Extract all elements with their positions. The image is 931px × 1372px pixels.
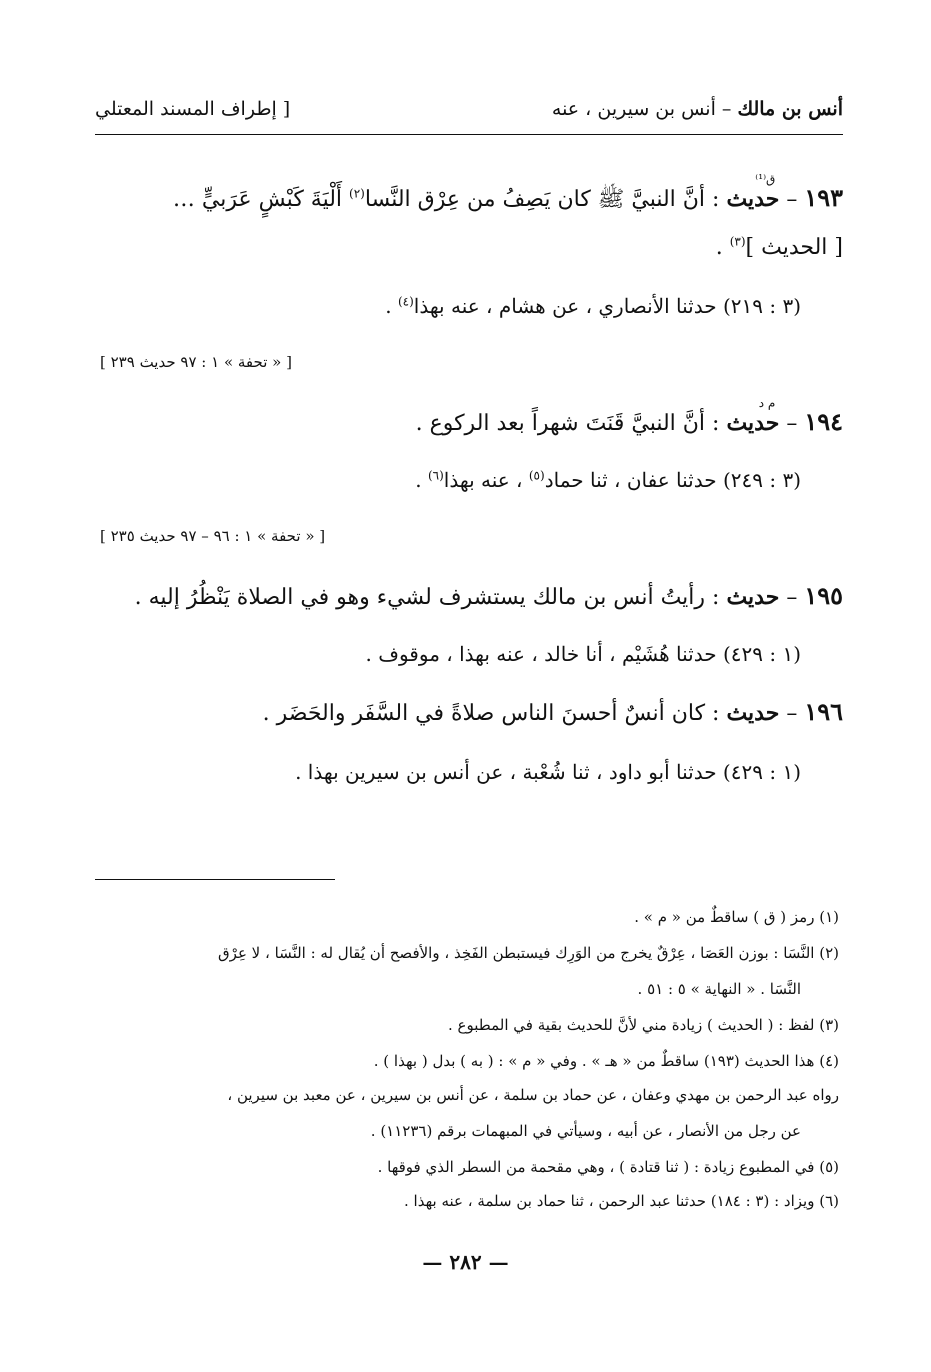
hadith-196-isnad: (١ : ٤٢٩) حدثنا أبو داود ، ثنا شُعْبة ، عن أنس بن سيرين بهذا . [295,760,801,784]
hadith-text-cont: أَلْيَةَ كَبْشٍ عَرَبيٍّ … [172,187,350,212]
footnote-ref: (٣) [729,234,746,249]
isnad-text: (٣ : ٢٤٩) حدثنا عفان ، ثنا حماد [544,468,801,492]
hadith-text: : رأيتُ أنس بن مالك يستشرف لشيء وهو في الصلاة يَنْظُرُ إليه . [134,585,727,610]
footnote-4-cont2: عن رجل من الأنصار ، عن أبيه ، وسيأتي في المبهمات برقم (١١٢٣٦) . [370,1122,801,1140]
footnote-ref: (٦) [427,468,444,483]
tuhfa-reference: [ « تحفة » ١ : ٩٦ – ٩٧ حديث ٢٣٥ ] [100,527,326,545]
footnote-ref: (٤) [397,294,414,309]
footnote-4-cont: رواه عبد الرحمن بن مهدي وعفان ، عن حماد بن سلمة ، عن أنس بن سيرين ، عن معبد بن سيرين ، [227,1086,839,1104]
hadith-text: : أنَّ النبيَّ قَنَتَ شهراً بعد الركوع . [415,411,727,436]
header-book-title: [ إطراف المسند المعتلي [95,98,291,120]
hadith-195-line1: ١٩٥ – حديث : رأيتُ أنس بن مالك يستشرف لشيء وهو في الصلاة يَنْظُرُ إليه . [134,581,843,610]
hadith-194-isnad: (٣ : ٢٤٩) حدثنا عفان ، ثنا حماد$^{(٥)}$ ، عنه بهذا$^{(٦)}$ . [415,468,801,492]
footnote-2: (٢) النَّسَا : بوزن العَصَا ، عِرْقٌ يخرج من الوَرِك فيستبطن الفَخِذ ، والأفصح أن يُقال له : النَّسَا ، لا عِرْق [218,944,839,962]
isnad-text: (٣ : ٢١٩) حدثنا الأنصاري ، عن هشام ، عنه بهذا [413,294,801,318]
footnote-separator [95,879,335,880]
footnote-6: (٦) ويزاد : (٣ : ١٨٤) حدثنا عبد الرحمن ، ثنا حماد بن سلمة ، عنه بهذا . [404,1192,839,1210]
hadith-number: ١٩٦ [804,697,843,726]
hadith-195-isnad: (١ : ٤٢٩) حدثنا هُشَيْم ، أنا خالد ، عنه بهذا ، موقوف . [365,642,801,666]
hadith-number: ١٩٥ [804,581,843,610]
hadith-196-line1: ١٩٦ – حديث : كان أنسٌ أحسنَ الناس صلاةً في السَّفَر والحَضَر . [262,697,843,726]
running-header [95,98,843,135]
hadith-193-isnad: (٣ : ٢١٩) حدثنا الأنصاري ، عن هشام ، عنه بهذا$^{(٤)}$ . [385,294,801,318]
hadith-193-line1: ١٩٣ – ق⁽¹⁾ حديث : أنَّ النبيَّ ﷺ كان يَصِفُ من عِرْق النَّسا$^{(٢)}$ أَلْيَةَ كَبْشٍ عَرَبيٍّ … [95,180,843,218]
hadith-194-line1: ١٩٤ – م د حديث : أنَّ النبيَّ قَنَتَ شهراً بعد الركوع . [95,404,843,442]
footnote-3: (٣) لفظ : ( الحديث ) زيادة مني لأنَّ للحديث بقية في المطبوع . [448,1016,839,1034]
page-number: — ٢٨٢ — [422,1250,509,1274]
header-chapter [552,98,843,120]
source-mark: ق⁽¹⁾ [755,172,776,186]
footnote-2-cont: النَّسَا . « النهاية » ٥ : ٥١ . [637,980,801,998]
hadith-number: ١٩٣ [804,183,843,212]
footnote-4: (٤) هذا الحديث (١٩٣) ساقطٌ من « هـ » . وفي « م » : ( به ) بدل ( بهذا ) . [373,1052,839,1070]
hadith-label: حديث [726,700,780,726]
tuhfa-reference: [ « تحفة » ١ : ٩٧ حديث ٢٣٩ ] [100,353,292,371]
hadith-text: : أنَّ النبيَّ ﷺ كان يَصِفُ من عِرْق النَّسا [364,187,727,212]
hadith-193-line2: [ الحديث ]$^{(٣)}$ . [715,234,843,260]
hadith-label: حديث [726,584,780,610]
footnote-1: (١) رمز ( ق ) ساقطٌ من « م » . [634,908,839,926]
footnote-5: (٥) في المطبوع زيادة : ( ثنا قتادة ) ، وهي مقحمة من السطر الذي فوقها . [377,1158,839,1176]
footnote-ref: (٢) [349,186,365,201]
hadith-text: : كان أنسٌ أحسنَ الناس صلاةً في السَّفَر والحَضَر . [262,701,727,726]
header-chapter-rest: – أنس بن سيرين ، عنه [551,98,738,120]
header-chapter-bold: أنس بن مالك [737,98,843,120]
source-mark: م د [758,396,776,410]
hadith-continuation: [ الحديث ] [745,235,843,260]
footnote-ref: (٥) [528,468,545,483]
hadith-number: ١٩٤ [804,407,843,436]
hadith-label: ق⁽¹⁾ حديث [726,181,779,218]
hadith-label: م د حديث [726,405,779,442]
